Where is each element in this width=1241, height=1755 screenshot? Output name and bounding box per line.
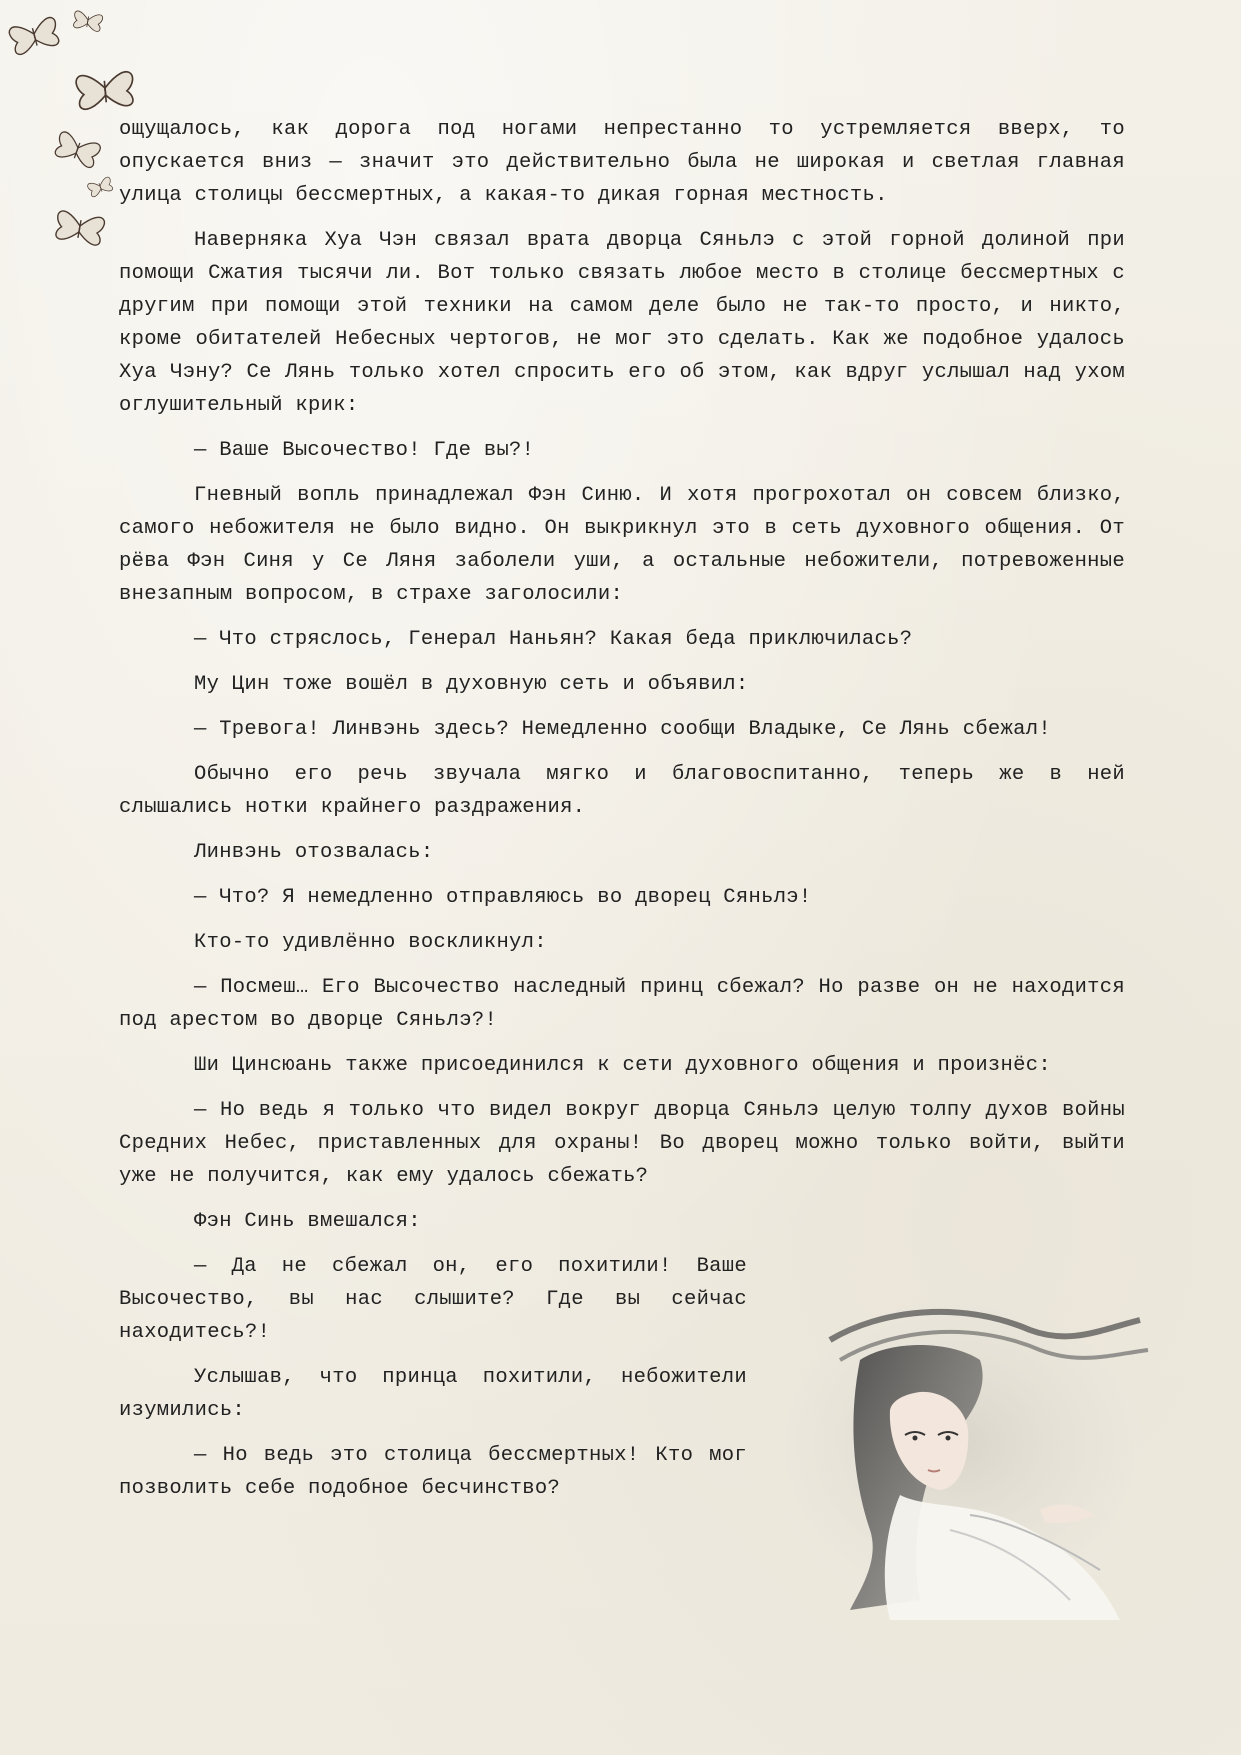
paragraph-16: — Да не сбежал он, его похитили! Ваше Высочество, вы нас слышите? Где вы сейчас находитесь?!	[119, 1255, 747, 1344]
paragraph-6: Му Цин тоже вошёл в духовную сеть и объявил:	[194, 673, 749, 696]
paragraph-5: — Что стряслось, Генерал Наньян? Какая беда приключилась?	[194, 628, 913, 651]
paragraph-11: Кто-то удивлённо воскликнул:	[194, 931, 547, 954]
paragraph-13: Ши Цинсюань также присоединился к сети духовного общения и произнёс:	[194, 1054, 1051, 1077]
paragraph-15: Фэн Синь вмешался:	[194, 1210, 421, 1233]
paragraph-8: Обычно его речь звучала мягко и благовоспитанно, теперь же в ней слышались нотки крайнего раздражения.	[119, 763, 1125, 819]
paragraph-1: ощущалось, как дорога под ногами непрестанно то устремляется вверх, то опускается вниз — значит это действительно была не широкая и светлая главная улица столицы бессмертных, а какая-то дикая горная местность.	[119, 118, 1125, 207]
paragraph-4: Гневный вопль принадлежал Фэн Синю. И хотя прогрохотал он совсем близко, самого небожителя не было видно. Он выкрикнул это в сеть духовного общения. От рёва Фэн Синя у Се Ляня заболели уши, а остальные небожители, потревоженные внезапным вопросом, в страхе заголосили:	[119, 484, 1125, 606]
paragraph-2: Наверняка Хуа Чэн связал врата дворца Сяньлэ с этой горной долиной при помощи Сжатия тысячи ли. Вот только связать любое место в столице бессмертных с другим при помощи этой техники на самом деле было не так-то просто, и никто, кроме обитателей Небесных чертогов, не мог это сделать. Как же подобное удалось Хуа Чэну? Се Лянь только хотел спросить его об этом, как вдруг услышал над ухом оглушительный крик:	[119, 229, 1125, 417]
paragraph-14: — Но ведь я только что видел вокруг дворца Сяньлэ целую толпу духов войны Средних Небес, приставленных для охраны! Во дворец можно только войти, выйти уже не получится, как ему удалось сбежать?	[119, 1099, 1125, 1188]
paragraph-17: Услышав, что принца похитили, небожители изумились:	[119, 1366, 747, 1422]
paragraph-12: — Посмеш… Его Высочество наследный принц сбежал? Но разве он не находится под арестом во дворце Сяньлэ?!	[119, 976, 1125, 1032]
paragraph-10: — Что? Я немедленно отправляюсь во дворец Сяньлэ!	[194, 886, 812, 909]
paragraph-18: — Но ведь это столица бессмертных! Кто мог позволить себе подобное бесчинство?	[119, 1444, 747, 1500]
paragraph-7: — Тревога! Линвэнь здесь? Немедленно сообщи Владыке, Се Лянь сбежал!	[194, 718, 1051, 741]
character-illustration	[770, 1300, 1150, 1620]
paragraph-9: Линвэнь отозвалась:	[194, 841, 434, 864]
paragraph-3: — Ваше Высочество! Где вы?!	[194, 439, 535, 462]
